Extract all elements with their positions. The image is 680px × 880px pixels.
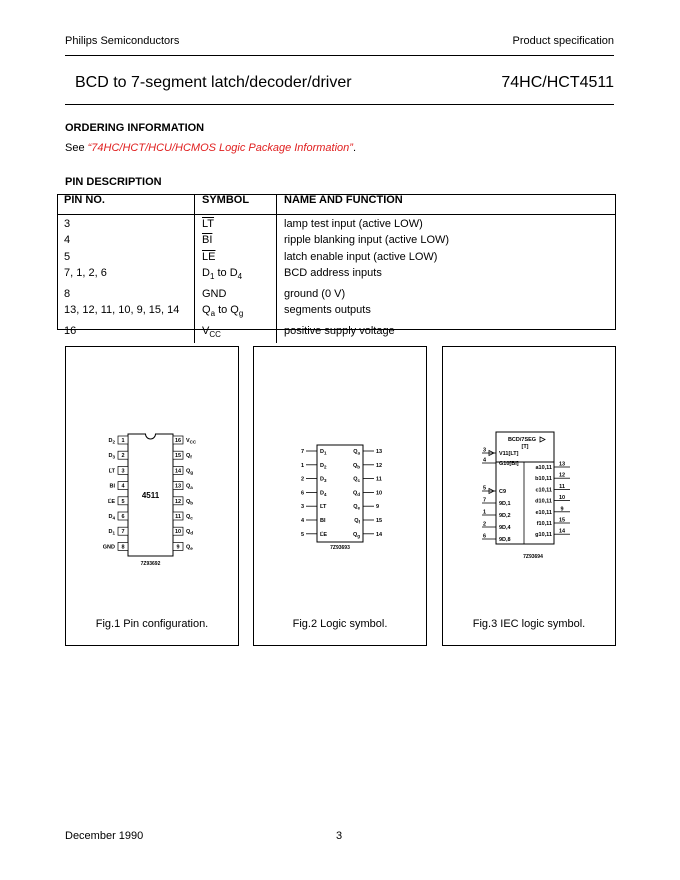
pin-label-main: V	[186, 438, 190, 444]
pin-label-sub: CC	[189, 439, 197, 445]
input-label-main: LT	[320, 504, 327, 511]
pin-cell: 8	[64, 287, 71, 300]
symbol-part: V	[202, 324, 210, 337]
pin-label-main: Q	[186, 498, 191, 505]
data-input-number: 2	[483, 521, 487, 528]
input-label-main: D	[320, 462, 324, 469]
table-row	[57, 265, 615, 286]
output-number: 10	[376, 490, 383, 497]
function-cell: segments outputs	[277, 302, 616, 323]
logic-symbol-diagram	[254, 347, 425, 607]
latch-number: 5	[483, 485, 487, 492]
pin-label-main: D	[108, 529, 113, 536]
symbol-sub: CC	[209, 330, 221, 339]
output-label-sub: e	[357, 505, 360, 511]
pin-label-sub: a	[190, 485, 193, 491]
pin-label-sub: 4	[112, 515, 115, 521]
pin-label-main: D	[108, 438, 113, 444]
ordering-suffix: .	[352, 142, 357, 154]
pin-label-sub: f	[190, 454, 192, 460]
control-label: G10[BI]	[499, 461, 519, 467]
pin-number: 11	[175, 514, 181, 520]
data-output-label: g10,11	[535, 532, 552, 539]
input-label-main: D	[320, 490, 324, 497]
header-rule	[65, 55, 614, 56]
input-number: 2	[300, 476, 304, 483]
output-number: 13	[376, 449, 383, 455]
pin-label-main: LE	[107, 498, 115, 505]
input-label	[320, 490, 327, 497]
pin-label-main: D	[108, 453, 113, 460]
pin-label-main: Q	[186, 544, 191, 551]
pin-number: 4	[121, 483, 125, 490]
pin-label-main: Q	[186, 453, 191, 460]
symbol-part: Q	[202, 304, 211, 317]
data-output-number: 9	[560, 506, 564, 513]
pin-number: 15	[174, 453, 182, 460]
figure-2-caption: Fig.2 Logic symbol.	[292, 618, 388, 630]
ordering-text	[65, 142, 356, 154]
output-label	[353, 463, 360, 470]
output-label-sub: a	[357, 450, 360, 456]
output-label-sub: d	[357, 491, 360, 497]
symbol-cell	[195, 302, 277, 323]
pin-label	[110, 484, 116, 490]
data-input-label: 9D,4	[499, 525, 511, 531]
page-title: BCD to 7-segment latch/decoder/driver	[75, 74, 352, 91]
input-label-sub: 2	[323, 464, 327, 470]
input-label-sub: 3	[323, 478, 327, 484]
input-number: 5	[300, 531, 304, 538]
output-label	[353, 477, 360, 484]
ordering-heading: ORDERING INFORMATION	[65, 122, 205, 134]
output-label	[353, 504, 360, 511]
output-label	[353, 490, 360, 497]
output-label	[354, 518, 360, 525]
function-cell: latch enable input (active LOW)	[277, 249, 616, 265]
pin-number: 5	[121, 498, 125, 505]
symbol-sub: 4	[237, 272, 243, 282]
figure-1-caption: Fig.1 Pin configuration.	[95, 618, 209, 630]
pin-label	[186, 438, 197, 445]
data-output-number: 14	[558, 528, 566, 535]
pin-label-sub: e	[190, 545, 193, 551]
pin-label	[108, 499, 115, 505]
table-row	[57, 232, 615, 248]
input-label-sub: 1	[323, 450, 327, 456]
pin-label-sub: g	[190, 469, 194, 475]
pin-label-main: Q	[186, 514, 191, 520]
output-label-sub: b	[357, 464, 360, 470]
output-label-sub: f	[358, 519, 360, 525]
pin-label	[109, 514, 116, 521]
control-label: V11[LT]	[499, 451, 519, 457]
pin-label	[109, 453, 116, 460]
pin-number: 10	[174, 529, 182, 536]
symbol-cell: GND	[195, 286, 277, 302]
data-input-number: 6	[483, 533, 487, 540]
output-label-main: Q	[353, 504, 358, 511]
function-cell: BCD address inputs	[277, 265, 616, 286]
pin-configuration-diagram	[66, 347, 237, 607]
figure-code: 7Z93693	[330, 545, 350, 551]
pin-label-main: LT	[108, 468, 115, 475]
output-number: 11	[376, 476, 382, 483]
data-output-number: 13	[558, 461, 566, 468]
input-number: 4	[300, 518, 304, 524]
company-name: Philips Semiconductors	[65, 35, 180, 47]
pin-label-main: Q	[186, 468, 191, 475]
output-label-main: Q	[354, 518, 359, 524]
function-cell: ground (0 V)	[277, 286, 616, 302]
data-output-label: d10,11	[535, 498, 552, 505]
column-header-function: NAME AND FUNCTION	[277, 194, 616, 215]
output-number: 9	[376, 504, 380, 511]
data-output-number: 10	[558, 495, 566, 502]
output-label	[353, 532, 360, 539]
symbol-le: $\overline{LE}$	[202, 250, 216, 263]
pin-number: 8	[121, 544, 125, 551]
figure-3-caption: Fig.3 IEC logic symbol.	[472, 618, 586, 630]
pin-label-main: BI	[109, 483, 115, 490]
table-header-row	[57, 194, 615, 215]
output-number: 12	[376, 462, 383, 469]
footer-date: December 1990	[65, 830, 144, 842]
output-label	[353, 449, 360, 456]
symbol-cell	[195, 323, 277, 344]
input-label-main: LE	[320, 531, 328, 538]
table-row	[57, 302, 615, 323]
input-label	[320, 504, 327, 510]
pin-number: 2	[121, 453, 125, 460]
pin-label	[109, 468, 116, 474]
data-output-label: e10,11	[535, 509, 552, 516]
pin-cell: 5	[64, 250, 71, 263]
data-output-label: b10,11	[535, 476, 552, 483]
table-row	[57, 215, 615, 233]
page-number: 3	[336, 830, 343, 842]
input-label	[320, 477, 327, 484]
figure-code: 7Z93692	[140, 561, 161, 567]
symbol-part: to Q	[215, 304, 239, 317]
data-output-number: 15	[558, 517, 566, 524]
pin-label	[186, 529, 193, 536]
pin-cell: 4	[64, 234, 71, 247]
output-label-main: Q	[352, 490, 358, 497]
symbol-sub: 1	[209, 272, 215, 282]
symbol-bi: $\overline{BI}$	[202, 234, 213, 247]
pin-number: 13	[174, 483, 182, 490]
function-cell: ripple blanking input (active LOW)	[277, 232, 616, 248]
pin-label-sub: b	[190, 500, 194, 506]
input-label	[320, 463, 327, 470]
pin-label-main: Q	[186, 529, 191, 536]
title-rule	[65, 104, 614, 105]
input-number: 1	[300, 462, 304, 469]
input-label-main: D	[320, 476, 324, 483]
input-label	[320, 532, 327, 538]
input-label	[320, 449, 327, 456]
input-label-sub: 4	[323, 491, 327, 497]
pin-number: 6	[121, 514, 125, 520]
pin-cell: 13, 12, 11, 10, 9, 15, 14	[64, 304, 180, 317]
output-number: 14	[376, 531, 383, 538]
pin-number: 1	[121, 438, 125, 444]
pin-cell: 7, 1, 2, 6	[64, 267, 107, 280]
output-label-main: Q	[353, 449, 358, 455]
document-type: Product specification	[512, 35, 614, 47]
input-number: 3	[300, 504, 304, 511]
symbol-cell	[195, 232, 277, 248]
data-input-label: 9D,8	[499, 537, 511, 543]
data-output-label: a10,11	[535, 465, 552, 471]
data-output-label: c10,11	[535, 487, 552, 494]
chip-label: 4511	[141, 491, 160, 500]
iec-function-title: BCD/7SEG	[507, 437, 537, 443]
output-label-sub: g	[357, 533, 360, 539]
pin-label	[186, 468, 193, 475]
pin-number: 14	[174, 468, 182, 475]
table-row	[57, 286, 615, 302]
symbol-cell	[195, 215, 277, 233]
symbol-part: D	[202, 267, 210, 280]
data-input-number: 1	[483, 509, 487, 516]
pin-label	[186, 499, 193, 506]
pin-cell: 16	[64, 324, 77, 337]
data-output-label: f10,11	[536, 521, 552, 527]
output-label-main: Q	[353, 476, 358, 483]
pin-label-main: Q	[186, 483, 191, 490]
pin-number: 16	[174, 438, 182, 444]
data-output-number: 12	[558, 472, 566, 479]
pin-number: 12	[174, 498, 182, 505]
control-number: 3	[483, 447, 487, 454]
pin-cell: 3	[64, 218, 71, 230]
data-output-number: 11	[559, 483, 565, 490]
function-cell: lamp test input (active LOW)	[277, 215, 616, 233]
pin-number: 7	[121, 529, 125, 536]
symbol-sub: a	[210, 309, 216, 319]
pin-label-main: GND	[102, 544, 115, 551]
column-header-pin: PIN NO.	[57, 194, 195, 215]
pin-label	[186, 544, 193, 551]
pin-number: 9	[176, 544, 180, 551]
ordering-link[interactable]: “74HC/HCT/HCU/HCMOS Logic Package Information”	[87, 142, 353, 154]
symbol-lt: $\overline{LT}$	[202, 218, 215, 230]
table-row	[57, 323, 615, 344]
iec-function-subtitle: [T]	[521, 444, 529, 450]
pin-label	[186, 484, 193, 491]
iec-logic-symbol-diagram	[443, 347, 614, 607]
latch-label: C9	[499, 489, 507, 495]
pin-description-table	[57, 194, 615, 343]
ordering-prefix: See	[65, 142, 88, 154]
symbol-cell	[195, 249, 277, 265]
part-number: 74HC/HCT4511	[501, 74, 614, 91]
control-number: 4	[483, 457, 487, 464]
symbol-sub: g	[238, 309, 244, 319]
pin-label-sub: 3	[112, 454, 115, 460]
data-input-number: 7	[483, 497, 487, 504]
output-number: 15	[376, 518, 383, 524]
pin-description-heading: PIN DESCRIPTION	[65, 176, 162, 188]
data-input-label: 9D,2	[499, 513, 511, 519]
table-row	[57, 249, 615, 265]
pin-label-main: D	[108, 514, 113, 520]
output-label-main: Q	[352, 462, 358, 469]
pin-label	[109, 529, 116, 536]
column-header-symbol: SYMBOL	[195, 194, 277, 215]
input-number: 7	[300, 449, 304, 455]
output-label-sub: c	[357, 478, 360, 484]
function-cell: positive supply voltage	[277, 323, 616, 344]
pin-label-sub: c	[190, 515, 193, 521]
triangle-output-icon	[540, 437, 545, 442]
pin-label	[186, 514, 193, 521]
input-label-main: D	[320, 449, 324, 455]
data-input-label: 9D,1	[499, 501, 511, 507]
pin-label-sub: 2	[112, 439, 115, 445]
symbol-cell	[195, 265, 277, 286]
input-label	[320, 518, 326, 524]
pin-number: 3	[121, 468, 125, 475]
pin-label	[109, 438, 116, 445]
pin-label	[103, 544, 115, 550]
pin-label	[186, 453, 192, 460]
input-number: 6	[300, 490, 304, 497]
output-label-main: Q	[352, 531, 358, 538]
input-label-main: BI	[320, 518, 326, 524]
pin-label-sub: d	[190, 530, 194, 536]
symbol-part: to D	[214, 267, 238, 280]
figure-code: 7Z93694	[523, 554, 543, 560]
pin-label-sub: 1	[112, 530, 115, 536]
